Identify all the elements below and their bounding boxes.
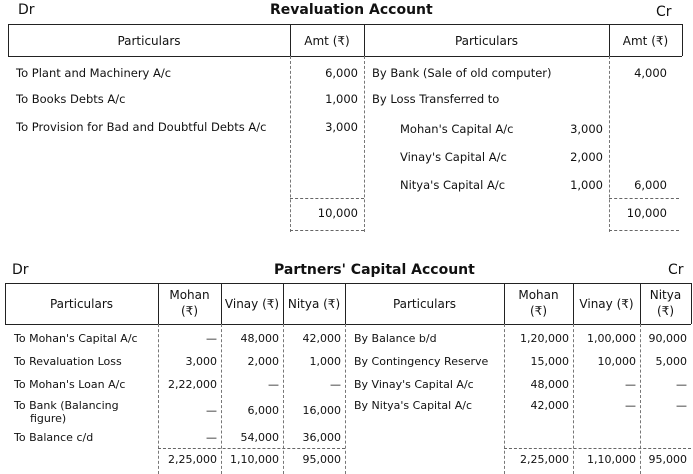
- rev-credit-particular: Mohan's Capital A/c: [400, 122, 514, 136]
- cap-debit-particular: To Revaluation Loss: [14, 355, 122, 368]
- rev-header-rule: [8, 56, 682, 57]
- cap-debit-vinay: 2,000: [247, 355, 279, 368]
- cap-col-divider-body: [221, 324, 222, 474]
- cap-total-right-vinay: 1,10,000: [587, 453, 636, 466]
- rev-header-amt-left: Amt (₹): [304, 34, 350, 48]
- cap-top-rule: [5, 283, 691, 284]
- cap-credit-mohan: 48,000: [530, 378, 569, 391]
- cap-credit-vinay: —: [625, 378, 636, 391]
- cap-credit-nitya: —: [676, 378, 687, 391]
- rev-title: Revaluation Account: [270, 2, 433, 18]
- rev-credit-inner-amount: 3,000: [570, 122, 603, 136]
- rev-total-underline-left: [290, 230, 364, 231]
- cap-total-left-nitya: 95,000: [302, 453, 341, 466]
- cap-col-divider-body: [573, 324, 574, 474]
- rev-debit-amount: 3,000: [325, 120, 358, 134]
- rev-debit-amount: 6,000: [325, 66, 358, 80]
- rev-credit-inner-amount: 2,000: [570, 150, 603, 164]
- cap-debit-particular: To Balance c/d: [14, 431, 94, 444]
- cap-debit-mohan: —: [206, 404, 217, 417]
- cap-debit-vinay: 6,000: [247, 404, 279, 417]
- cap-credit-mohan: 1,20,000: [520, 332, 569, 345]
- cap-header-nitya-right: Nitya: [649, 288, 682, 302]
- cap-total-left-vinay: 1,10,000: [230, 453, 279, 466]
- rev-total-rule-left: [290, 198, 364, 199]
- rev-debit-particular: To Plant and Machinery A/c: [16, 66, 172, 80]
- cap-credit-mohan: 15,000: [530, 355, 569, 368]
- cap-total-rule-right: [504, 448, 691, 449]
- rev-credit-particular: Nitya's Capital A/c: [400, 178, 506, 192]
- rev-credit-particular: Vinay's Capital A/c: [400, 150, 507, 164]
- cap-credit-particular: By Vinay's Capital A/c: [354, 378, 474, 391]
- cap-header-mohan-right: Mohan: [518, 288, 559, 302]
- cap-title: Partners' Capital Account: [274, 262, 475, 278]
- cap-col-divider-body: [158, 324, 159, 474]
- cap-debit-vinay: —: [268, 378, 279, 391]
- cap-debit-vinay: 48,000: [240, 332, 279, 345]
- rev-right-border: [682, 24, 683, 56]
- rev-header-amt-right: Amt (₹): [622, 34, 669, 48]
- rev-total-right: 10,000: [626, 206, 667, 220]
- rev-cr-label: Cr: [656, 4, 672, 20]
- rev-col-divider-2-body: [364, 56, 365, 232]
- rev-debit-particular: To Provision for Bad and Doubtful Debts A/c: [16, 120, 267, 134]
- cap-debit-particular: To Mohan's Capital A/c: [14, 332, 138, 345]
- cap-total-right-mohan: 2,25,000: [520, 453, 569, 466]
- rev-top-rule: [8, 24, 682, 25]
- cap-credit-nitya: —: [676, 399, 687, 412]
- rev-total-underline-right: [609, 230, 679, 231]
- cap-debit-mohan: 3,000: [185, 355, 217, 368]
- cap-credit-vinay: 1,00,000: [587, 332, 636, 345]
- cap-header-vinay-right: Vinay (₹): [579, 297, 634, 311]
- rev-debit-amount: 1,000: [325, 92, 358, 106]
- cap-header-particulars-left: Particulars: [49, 297, 114, 311]
- cap-col-divider-body: [345, 324, 346, 474]
- cap-debit-mohan: —: [206, 431, 217, 444]
- rev-debit-particular: To Books Debts A/c: [16, 92, 126, 106]
- cap-credit-nitya: 90,000: [648, 332, 687, 345]
- cap-credit-vinay: 10,000: [597, 355, 636, 368]
- cap-header-nitya-left: Nitya (₹): [287, 297, 341, 311]
- rev-credit-particular: By Loss Transferred to: [372, 92, 500, 106]
- cap-debit-nitya: 36,000: [302, 431, 341, 444]
- rev-total-rule-right: [609, 198, 679, 199]
- cap-col-divider-body: [504, 324, 505, 474]
- cap-cr-label: Cr: [668, 262, 684, 278]
- cap-credit-mohan: 42,000: [530, 399, 569, 412]
- cap-col-divider-body: [283, 324, 284, 474]
- cap-credit-particular: By Contingency Reserve: [354, 355, 489, 368]
- cap-col-divider-body: [640, 324, 641, 474]
- cap-credit-nitya: 5,000: [655, 355, 687, 368]
- cap-header-particulars-right: Particulars: [392, 297, 457, 311]
- rev-header-particulars-left: Particulars: [117, 34, 181, 48]
- cap-header-mohan-right-unit: (₹): [530, 304, 547, 318]
- rev-header-particulars-right: Particulars: [454, 34, 519, 48]
- cap-debit-particular: To Mohan's Loan A/c: [14, 378, 126, 391]
- cap-credit-vinay: —: [625, 399, 636, 412]
- rev-dr-label: Dr: [18, 2, 35, 18]
- cap-debit-nitya: 1,000: [309, 355, 341, 368]
- cap-credit-particular: By Balance b/d: [354, 332, 437, 345]
- rev-total-left: 10,000: [317, 206, 358, 220]
- cap-right-border: [691, 283, 692, 324]
- cap-debit-mohan: —: [206, 332, 217, 345]
- cap-total-rule-left: [158, 448, 345, 449]
- cap-debit-nitya: 16,000: [302, 404, 341, 417]
- rev-col-divider-3-body: [609, 56, 610, 232]
- rev-credit-particular: By Bank (Sale of old computer): [372, 66, 552, 80]
- cap-header-rule: [5, 324, 691, 325]
- cap-header-mohan-left: Mohan: [169, 288, 210, 302]
- cap-debit-particular: To Bank (Balancing: [14, 399, 119, 412]
- rev-credit-amount: 4,000: [634, 66, 667, 80]
- cap-header-vinay-left: Vinay (₹): [224, 297, 280, 311]
- cap-debit-mohan: 2,22,000: [168, 378, 217, 391]
- cap-header-mohan-left-unit: (₹): [181, 304, 198, 318]
- cap-debit-nitya: —: [330, 378, 341, 391]
- rev-col-divider-1-body: [290, 56, 291, 232]
- cap-total-right-nitya: 95,000: [648, 453, 687, 466]
- cap-debit-particular-cont: figure): [30, 412, 67, 425]
- cap-header-nitya-right-unit: (₹): [657, 304, 674, 318]
- cap-debit-vinay: 54,000: [240, 431, 279, 444]
- cap-dr-label: Dr: [12, 262, 29, 278]
- rev-credit-amount: 6,000: [634, 178, 667, 192]
- rev-credit-inner-amount: 1,000: [570, 178, 603, 192]
- cap-total-left-mohan: 2,25,000: [168, 453, 217, 466]
- cap-debit-nitya: 42,000: [302, 332, 341, 345]
- cap-credit-particular: By Nitya's Capital A/c: [354, 399, 472, 412]
